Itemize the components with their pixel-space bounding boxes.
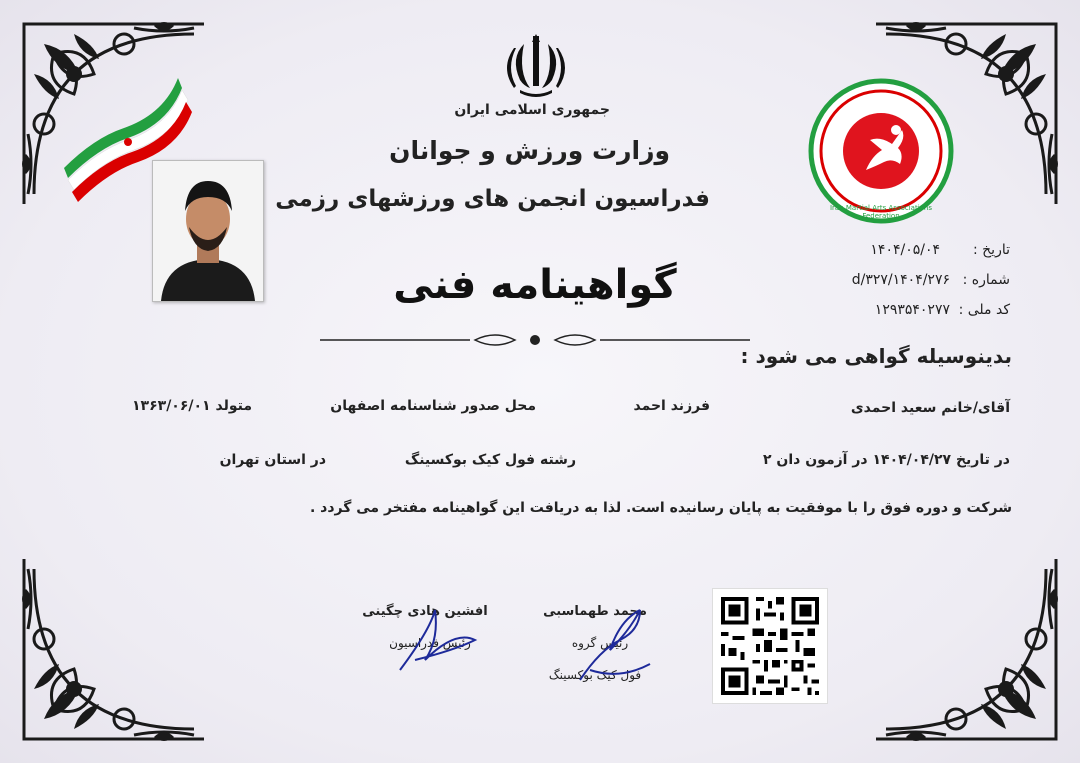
date-value: ۱۴۰۴/۰۵/۰۴ [870, 242, 940, 258]
title-divider [320, 330, 750, 350]
holder-photo [152, 160, 264, 302]
logo-caption: Iran Martial Arts Associations Federation [829, 204, 933, 220]
certificate-title: گواهینامه فنی [393, 262, 677, 308]
province-info: در استان تهران [219, 452, 326, 468]
qr-code-icon [713, 589, 827, 703]
iran-emblem-icon [500, 30, 572, 102]
field-info: رشته فول کیک بوکسینگ [404, 452, 576, 468]
header-federation: فدراسیون انجمن های ورزشهای رزمی [275, 186, 710, 212]
right-signature-icon [560, 590, 670, 690]
header-country: جمهوری اسلامی ایران [454, 102, 610, 118]
person-photo-icon [153, 161, 263, 301]
statement-text: شرکت و دوره فوق را با موفقیت به پایان رسانیده است. لذا به دریافت این گواهینامه مفتخر می گردد . [309, 500, 1012, 516]
number-value: ۱۴۰۴/۲۷۶/d/۳۲۷ [851, 272, 950, 288]
holder-name: آقای/خانم سعید احمدی [850, 400, 1010, 416]
corner-ornament-bottom-left [14, 549, 214, 749]
left-signer-role: رئیس فدراسیون [389, 636, 471, 650]
birthdate: متولد ۱۳۶۳/۰۶/۰۱ [132, 398, 252, 414]
intro-text: بدینوسیله گواهی می شود : [740, 344, 1012, 368]
right-signer-name: محمد طهماسبی [543, 604, 647, 619]
national-id-value: ۱۲۹۳۵۴۰۲۷۷ [874, 302, 950, 318]
qr-code[interactable] [712, 588, 828, 704]
ornament-icon [866, 549, 1066, 749]
birthplace: محل صدور شناسنامه اصفهان [330, 398, 536, 414]
exam-info: در تاریخ ۱۴۰۴/۰۴/۲۷ در آزمون دان ۲ [763, 452, 1010, 468]
right-signer-role2: فول کیک بوکسینگ [548, 668, 642, 682]
date-label: تاریخ : [972, 242, 1010, 258]
right-signer-role: رئیس گروه [571, 636, 629, 650]
number-label: شماره : [962, 272, 1010, 288]
corner-ornament-bottom-right [866, 549, 1066, 749]
header-ministry: وزارت ورزش و جوانان [389, 136, 670, 165]
left-signature-icon [390, 600, 490, 680]
national-id-label: کد ملی : [958, 302, 1010, 318]
father-name: فرزند احمد [633, 398, 710, 414]
ornament-icon [14, 549, 214, 749]
left-signer-name: افشین هادی چگینی [362, 604, 488, 619]
federation-logo [808, 78, 954, 224]
